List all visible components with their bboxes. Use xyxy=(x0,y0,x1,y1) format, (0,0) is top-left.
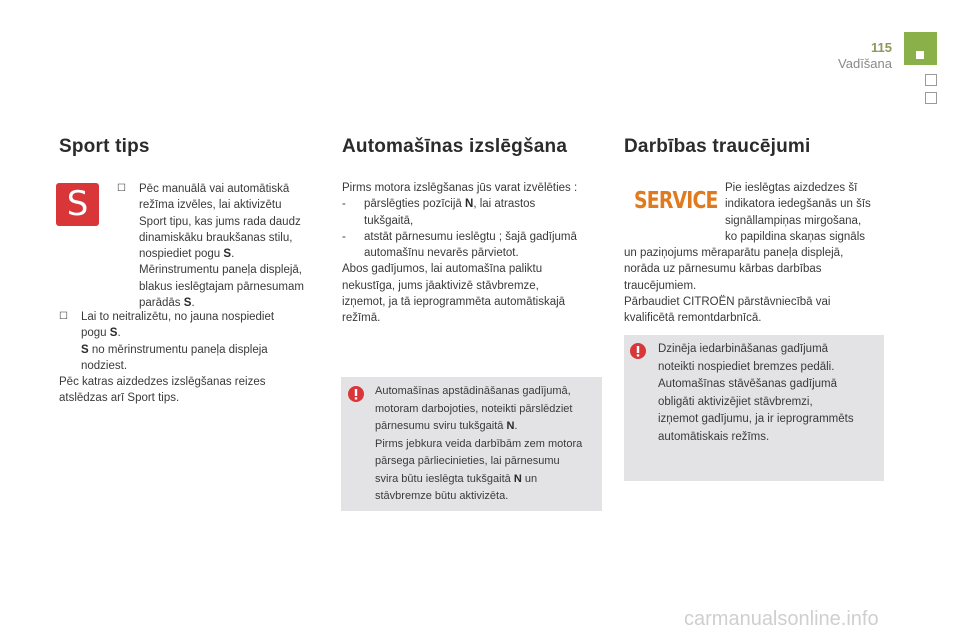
page-number: 115 xyxy=(871,40,892,55)
tab-marker xyxy=(916,51,924,59)
warning-icon xyxy=(630,343,646,359)
sport-bullet-2: ☐ Lai to neitralizētu, no jauna nospiediet pogu S. S no mērinstrumentu paneļa displeja nodziest. Pēc katras aizdedzes izslēgšanas reizes atslēdzas arī Sport tips. xyxy=(59,311,275,405)
sport-bullet-1: ☐ Pēc manuālā vai automātiskā režīma izvēles, lai aktivizētu Sport tipu, kas jums rada daudz dinamiskāku braukšanas stilu, nospiediet pogu S. Mērinstrumentu paneļa displejā, blakus ieslēgtajam pārnesumam parādās S. xyxy=(117,183,304,310)
malfunction-warning-box xyxy=(624,335,884,481)
bullet-marker-icon: ☐ xyxy=(59,311,68,322)
auto-off-text: Pirms motora izslēgšanas jūs varat izvēlēties : - pārslēgties pozīcijā N, lai atrastos tukšgaitā, - atstāt pārnesumu ieslēgtu ; šajā gadījumā automašīnu nevarēs pārvietot. Abos gadījumos, lai automašīna paliktu nekustīga, jums jāaktivizē stāvbremze, izņemot, ja tā ieprogrammēta automātiskajā režīmā. xyxy=(342,182,578,325)
malfunction-warning-text: Dzinēja iedarbināšanas gadījumā noteikti nospiediet bremzes pedāli. Automašīnas stāvēšanas gadījumā obligāti aktivizējiet stāvbremzi, izņemot gadījumu, ja ir ieprogrammēts automātiskais režīms. xyxy=(658,343,854,443)
sport-tips-title: Sport tips xyxy=(59,136,150,157)
chapter-tab-box xyxy=(925,92,937,104)
service-icon: SERVICE xyxy=(634,188,718,214)
malfunction-text-indented: Pie ieslēgtas aizdedzes šī indikatora iedegšanās un šīs signāllampiņas mirgošana, ko papildina skaņas signāls xyxy=(725,182,871,243)
watermark: carmanualsonline.info xyxy=(684,608,879,630)
malfunction-text: un paziņojums mēraparātu paneļa displejā, norāda uz pārnesumu kārbas darbības traucējumiem. Pārbaudiet CITROËN pārstāvniecībā vai kvalificētā remontdarbnīcā. xyxy=(624,247,844,325)
chapter-tab-box xyxy=(925,74,937,86)
chapter-tab-active xyxy=(904,32,937,65)
bullet-marker-icon: ☐ xyxy=(117,183,126,194)
malfunction-title: Darbības traucējumi xyxy=(624,136,811,157)
auto-off-title: Automašīnas izslēgšana xyxy=(342,136,568,157)
warning-icon xyxy=(348,386,364,402)
auto-off-warning-text: Automašīnas apstādināšanas gadījumā, motoram darbojoties, noteikti pārslēdziet pārnesumu sviru tukšgaitā N. Pirms jebkura veida darbībām zem motora pārsega pārliecinieties, lai pārnesumu svira būtu ieslēgta tukšgaitā N un stāvbremze būtu aktivizēta. xyxy=(375,385,583,502)
sport-s-icon: S xyxy=(56,183,99,226)
chapter-title: Vadīšana xyxy=(838,56,892,71)
auto-off-warning-box xyxy=(341,377,602,511)
